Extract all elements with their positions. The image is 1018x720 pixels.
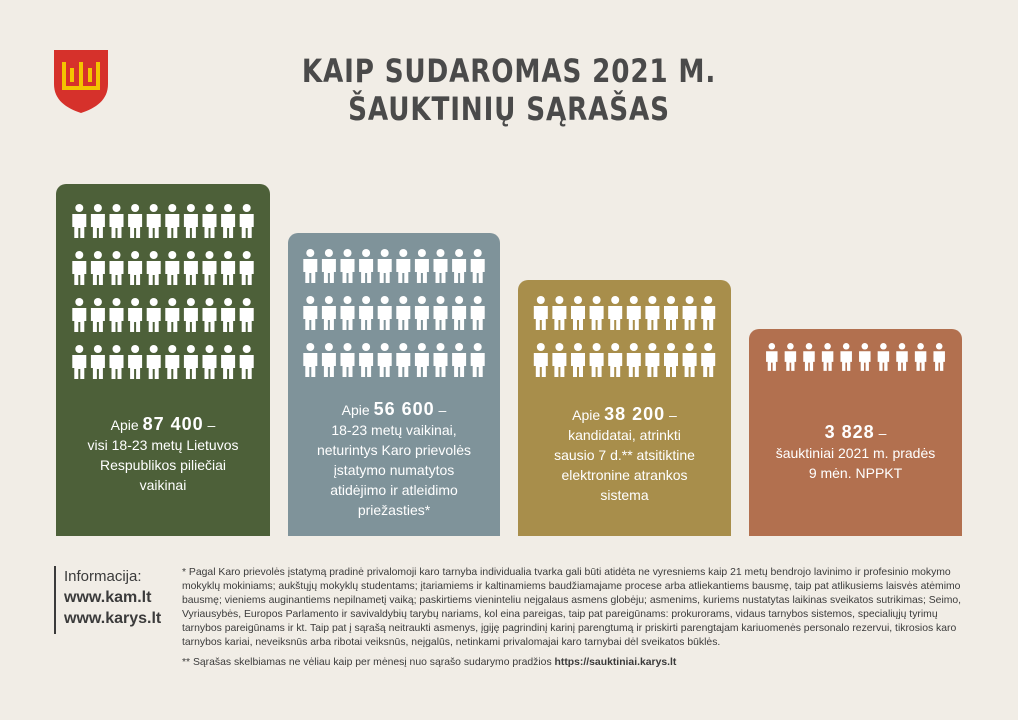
- value-prefix: Apie: [110, 417, 139, 433]
- person-icon: [840, 343, 851, 371]
- person-icon: [240, 298, 254, 332]
- category-line: šauktiniai 2021 m. pradės: [775, 445, 936, 461]
- dash: –: [207, 417, 216, 433]
- category-line: sausio 7 d.** atsitiktine: [554, 447, 695, 463]
- people-icon-grid: [288, 247, 500, 393]
- person-icon: [683, 296, 697, 330]
- person-icon: [701, 296, 715, 330]
- person-icon: [452, 249, 466, 283]
- dash: –: [438, 402, 447, 418]
- link-karys[interactable]: www.karys.lt: [64, 610, 162, 627]
- person-icon: [110, 345, 124, 379]
- data-label: 87 400: [142, 414, 204, 434]
- category-line: elektronine atrankos: [561, 467, 688, 483]
- person-icon: [221, 204, 235, 238]
- person-icon: [608, 343, 622, 377]
- bar-label: [298, 399, 490, 520]
- person-icon: [396, 249, 410, 283]
- bar-label: [66, 414, 260, 495]
- category-line: visi 18-23 metų Lietuvos: [87, 437, 239, 453]
- bar-candidates: [518, 280, 731, 536]
- link-kam[interactable]: www.kam.lt: [64, 589, 152, 606]
- person-icon: [303, 296, 317, 330]
- value-prefix: Apie: [341, 402, 370, 418]
- person-icon: [452, 343, 466, 377]
- person-icon: [341, 296, 355, 330]
- person-icon: [147, 251, 161, 285]
- person-icon: [434, 249, 448, 283]
- person-icon: [203, 298, 217, 332]
- person-icon: [359, 249, 373, 283]
- person-icon: [221, 345, 235, 379]
- bar-label: [528, 404, 721, 505]
- person-icon: [322, 343, 336, 377]
- person-icon: [221, 251, 235, 285]
- person-icon: [534, 296, 548, 330]
- person-icon: [303, 343, 317, 377]
- people-icon-grid: [749, 341, 962, 393]
- person-icon: [128, 251, 142, 285]
- person-icon: [785, 343, 796, 371]
- people-icons: [288, 247, 500, 388]
- person-icon: [91, 204, 105, 238]
- person-icon: [240, 204, 254, 238]
- person-icon: [72, 204, 86, 238]
- person-icon: [91, 345, 105, 379]
- page-title-line-1: KAIP SUDAROMAS 2021 M.: [301, 52, 717, 90]
- person-icon: [415, 296, 429, 330]
- category-line: Respublikos piliečiai: [99, 457, 227, 473]
- bar-conscripts: [749, 329, 962, 536]
- person-icon: [822, 343, 833, 371]
- person-icon: [452, 296, 466, 330]
- person-icon: [165, 298, 179, 332]
- person-icon: [664, 343, 678, 377]
- person-icon: [608, 296, 622, 330]
- person-icon: [378, 296, 392, 330]
- person-icon: [933, 343, 944, 371]
- person-icon: [878, 343, 889, 371]
- person-icon: [303, 249, 317, 283]
- person-icon: [378, 343, 392, 377]
- person-icon: [415, 343, 429, 377]
- person-icon: [701, 343, 715, 377]
- person-icon: [322, 249, 336, 283]
- person-icon: [359, 296, 373, 330]
- person-icon: [240, 345, 254, 379]
- value-prefix: Apie: [572, 407, 601, 423]
- person-icon: [396, 296, 410, 330]
- person-icon: [571, 296, 585, 330]
- footnote-1: * Pagal Karo prievolės įstatymą pradinė privalomoji karo tarnyba individualia tvarka gali būti atidėta ne vyresniems kaip 21 metų bendrojo lavinimo ir profesinio mokymo mokyklų mokiniams; aukštųjų mokyklų studentams; įtariamiems ir kaltinamiems baudžiamajame procese arba atliekantiems bausmę, taip pat atlikusiems laisvės atėmimo bausmę; vieniems auginantiems nepilnametį vaiką; paskirtiems vieninteliu neįgalaus asmens globėju; asmenims, kuriems nustatytas laikinas sveikatos sutrikimas; Seimo, Vyriausybės, Europos Parlamento ir savivaldybių tarybų nariams, kol eina pareigas, taip pat pareigūnams: prokurorams, vidaus tarnybos sistemos, specialiųjų tyrimų tarnybos pareigūnams ir kt. Taip pat į sąrašą neitraukti asmenys, įgiję pagrindinį karinį parengtumą ir priskirti parengtajam kariuomenės personalo rezervui, tikrosios karo tarnybos kariai, neveiksnūs arba ribotai veiksnūs, neįgalūs, netinkami privalomajai karo tarnybai dėl sveikatos būklės.: [182, 567, 962, 648]
- category-line: vaikinai: [139, 477, 187, 493]
- person-icon: [240, 251, 254, 285]
- person-icon: [434, 343, 448, 377]
- person-icon: [203, 204, 217, 238]
- person-icon: [184, 345, 198, 379]
- person-icon: [91, 251, 105, 285]
- bar-label: [759, 422, 952, 483]
- footnote-2-url[interactable]: https://sauktiniai.karys.lt: [554, 657, 677, 668]
- dash: –: [669, 407, 677, 423]
- person-icon: [571, 343, 585, 377]
- people-icons: [518, 294, 731, 388]
- person-icon: [165, 345, 179, 379]
- bar-all-men: [56, 184, 270, 536]
- person-icon: [203, 345, 217, 379]
- person-icon: [627, 343, 641, 377]
- person-icon: [552, 296, 566, 330]
- person-icon: [915, 343, 926, 371]
- category-line: priežasties*: [357, 502, 431, 518]
- data-label: 56 600: [373, 399, 435, 419]
- person-icon: [471, 296, 485, 330]
- person-icon: [341, 249, 355, 283]
- person-icon: [165, 251, 179, 285]
- person-icon: [184, 204, 198, 238]
- person-icon: [471, 249, 485, 283]
- person-icon: [664, 296, 678, 330]
- category-line: kandidatai, atrinkti: [568, 427, 681, 443]
- person-icon: [534, 343, 548, 377]
- info-block: [54, 566, 174, 634]
- person-icon: [471, 343, 485, 377]
- person-icon: [72, 251, 86, 285]
- person-icon: [766, 343, 777, 371]
- person-icon: [896, 343, 907, 371]
- category-line: sistema: [600, 487, 649, 503]
- info-label: Informacija:: [64, 568, 142, 585]
- category-line: neturintys Karo prievolės: [316, 442, 472, 458]
- person-icon: [72, 298, 86, 332]
- person-icon: [434, 296, 448, 330]
- person-icon: [590, 343, 604, 377]
- person-icon: [110, 204, 124, 238]
- people-icon-grid: [56, 202, 270, 395]
- people-icons: [749, 341, 962, 388]
- data-label: 38 200: [604, 404, 666, 424]
- person-icon: [147, 298, 161, 332]
- category-line: 9 mėn. NPPKT: [808, 465, 903, 481]
- person-icon: [203, 251, 217, 285]
- person-icon: [110, 251, 124, 285]
- person-icon: [341, 343, 355, 377]
- person-icon: [221, 298, 235, 332]
- person-icon: [322, 296, 336, 330]
- person-icon: [184, 251, 198, 285]
- footnote-2-text: ** Sąrašas skelbiamas ne vėliau kaip per mėnesį nuo sąrašo sudarymo pradžios: [182, 657, 552, 668]
- footnote-2: [182, 656, 972, 670]
- person-icon: [165, 204, 179, 238]
- bar-without-exemption: [288, 233, 500, 536]
- people-icons: [56, 202, 270, 390]
- person-icon: [147, 345, 161, 379]
- person-icon: [128, 204, 142, 238]
- person-icon: [627, 296, 641, 330]
- category-line: atidėjimo ir atleidimo: [330, 482, 458, 498]
- person-icon: [552, 343, 566, 377]
- person-icon: [110, 298, 124, 332]
- person-icon: [128, 298, 142, 332]
- category-line: 18-23 metų vaikinai,: [331, 422, 457, 438]
- dash: –: [878, 425, 887, 441]
- person-icon: [378, 249, 392, 283]
- page-title-line-2: ŠAUKTINIŲ SĄRAŠAS: [348, 90, 670, 128]
- person-icon: [683, 343, 697, 377]
- people-icon-grid: [518, 294, 731, 393]
- footnotes: [182, 566, 972, 670]
- person-icon: [396, 343, 410, 377]
- person-icon: [184, 298, 198, 332]
- person-icon: [72, 345, 86, 379]
- person-icon: [91, 298, 105, 332]
- person-icon: [359, 343, 373, 377]
- person-icon: [859, 343, 870, 371]
- person-icon: [128, 345, 142, 379]
- person-icon: [645, 343, 659, 377]
- person-icon: [415, 249, 429, 283]
- category-line: įstatymo numatytos: [333, 462, 455, 478]
- person-icon: [803, 343, 814, 371]
- person-icon: [590, 296, 604, 330]
- person-icon: [645, 296, 659, 330]
- person-icon: [147, 204, 161, 238]
- data-label: 3 828: [824, 422, 875, 442]
